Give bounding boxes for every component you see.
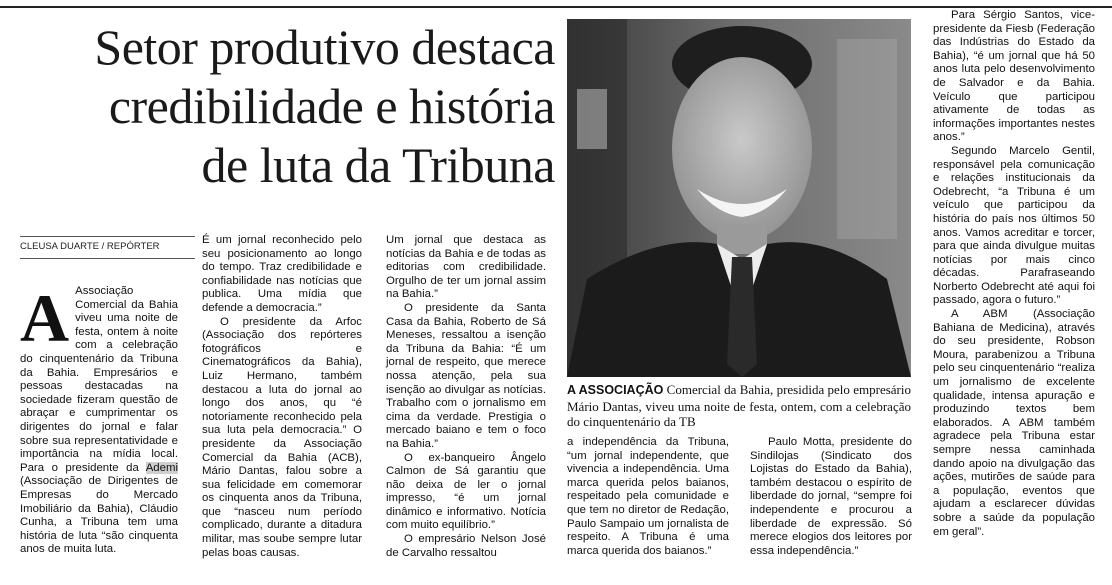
article-column-2 bbox=[202, 234, 362, 560]
paragraph: Paulo Motta, presidente do Sindilojas (Sindicato dos Lojistas do Estado da Bahia), também destacou o espírito de liberdade do jornal, “sempre foi independente e procurou a liberdade de expressão. Só merece elogios dos leitores por essa independência.” bbox=[750, 436, 912, 557]
drop-cap: A bbox=[20, 280, 70, 356]
paragraph: a independência da Tribuna, “um jornal independente, que vivencia a independência. Uma marca querida pelos baianos, respeitado pela comunidade e que tem no diretor de Redação, Paulo Sampaio um jornalista de respeito. A Tribuna é uma marca querida dos baianos.” bbox=[567, 436, 729, 557]
byline-rule-top bbox=[20, 236, 195, 237]
caption-lead: A ASSOCIAÇÃO bbox=[567, 383, 664, 397]
paragraph: O empresário Nelson José de Carvalho ressaltou bbox=[386, 533, 546, 559]
paragraph: O presidente da Santa Casa da Bahia, Roberto de Sá Meneses, ressaltou a isenção da Tribuna da Bahia: “É um jornal de respeito, que merece nossa atenção, pela sua isenção ao divulgar as notícias. Trabalho com o jornalismo em cima da verdade. Prestigia o mercado baiano e tem o foco na Bahia.” bbox=[386, 301, 546, 450]
paragraph: Segundo Marcelo Gentil, responsável pela comunicação e relações institucionais da Odebrecht, “a Tribuna é um veículo que participou da história do país nos últimos 50 anos. Vamos acreditar e torcer, para que ainda divulgue muitas notícias por mais cinco décadas. Parafraseando Norberto Odebrecht até aqui foi passado, agora o futuro.” bbox=[933, 144, 1095, 307]
highlighted-word: Ademi bbox=[145, 461, 178, 474]
headline-line-1: Setor produtivo destaca bbox=[94, 19, 555, 75]
paragraph: A Associação Comercial da Bahia viveu uma noite de festa, ontem à noite com a celebração do cinquentenário da Tribuna da Bahia. Empresários e pessoas destacadas na sociedade fizeram questão de abraçar e cumprimentar os dirigentes do jornal e falar sobre sua representatividade e importância na mídia local. Para o presidente da Ademi (Associação de Dirigentes de Empresas do Mercado Imobiliário da Bahia), Cláudio Cunha, a Tribuna tem uma história de luta “são cinquenta anos de muita luta. bbox=[20, 280, 178, 556]
byline-rule-bottom bbox=[20, 258, 195, 259]
paragraph: É um jornal reconhecido pelo seu posicionamento ao longo do tempo. Traz credibilidade e confiabilidade nas notícias que publica. Uma mídia que defende a democracia.” bbox=[202, 234, 362, 314]
paragraph: Um jornal que destaca as notícias da Bahia e de todas as editorias com credibilidade. Orgulho de ter um jornal assim na Bahia.” bbox=[386, 234, 546, 301]
article-column-4 bbox=[567, 436, 729, 558]
photo-caption bbox=[567, 382, 911, 430]
byline: CLEUSA DUARTE / REPÓRTER bbox=[20, 241, 160, 252]
top-rule bbox=[0, 6, 1112, 8]
paragraph: A ABM (Associação Bahiana de Medicina), através do seu presidente, Robson Moura, parabenizou a Tribuna pelo seu cinquentenário “realiza um jornalismo de excelente qualidade, intensa apuração e produzindo textos bem elaborados. A ABM também agradece pela Tribuna estar sempre nessa caminhada dando apoio na divulgação das ações, mutirões de saúde para a população, eventos que ajudam a esclarecer dúvidas sobre a saúde da população em geral”. bbox=[933, 308, 1095, 538]
headline-line-2: credibilidade e história bbox=[108, 78, 555, 134]
article-column-5 bbox=[750, 436, 912, 558]
article-column-6 bbox=[933, 9, 1095, 539]
headline-line-3: de luta da Tribuna bbox=[201, 137, 555, 193]
paragraph: O presidente da Arfoc (Associação dos repórteres fotográficos e Cinematográficos da Bahia), Luiz Hermano, também destacou a luta do jornal ao longo dos anos, qu “é notoriamente reconhecido pela sua luta pela democracia.” O presidente da Associação Comercial da Bahia (ACB), Mário Dantas, falou sobre a sua felicidade em comemorar os cinquenta anos da Tribuna, que “nasceu num período complicado, durante a ditadura militar, mas soube sempre lutar pelas boas causas. bbox=[202, 315, 362, 559]
portrait-illustration bbox=[567, 19, 911, 377]
caption-text: Comercial da Bahia, presidida pelo empresário Mário Dantas, viveu uma noite de festa, ontem, com a celebração do cinquentenário da TB bbox=[567, 382, 911, 429]
headline bbox=[40, 18, 555, 195]
paragraph: Para Sérgio Santos, vice-presidente da Fiesb (Federação das Indústrias do Estado da Bahia), “é um jornal que há 50 anos luta pelo desenvolvimento de Salvador e da Bahia. Veículo que participou ativamente de todas as informações importantes nestes anos.” bbox=[933, 9, 1095, 144]
article-column-1 bbox=[20, 280, 178, 557]
article-column-3 bbox=[386, 234, 546, 560]
paragraph: O ex-banqueiro Ângelo Calmon de Sá garantiu que não deixa de ler o jornal impresso, “é um jornal dinâmico e informativo. Notícia com muito equilíbrio.” bbox=[386, 451, 546, 532]
portrait-photo bbox=[567, 19, 911, 377]
